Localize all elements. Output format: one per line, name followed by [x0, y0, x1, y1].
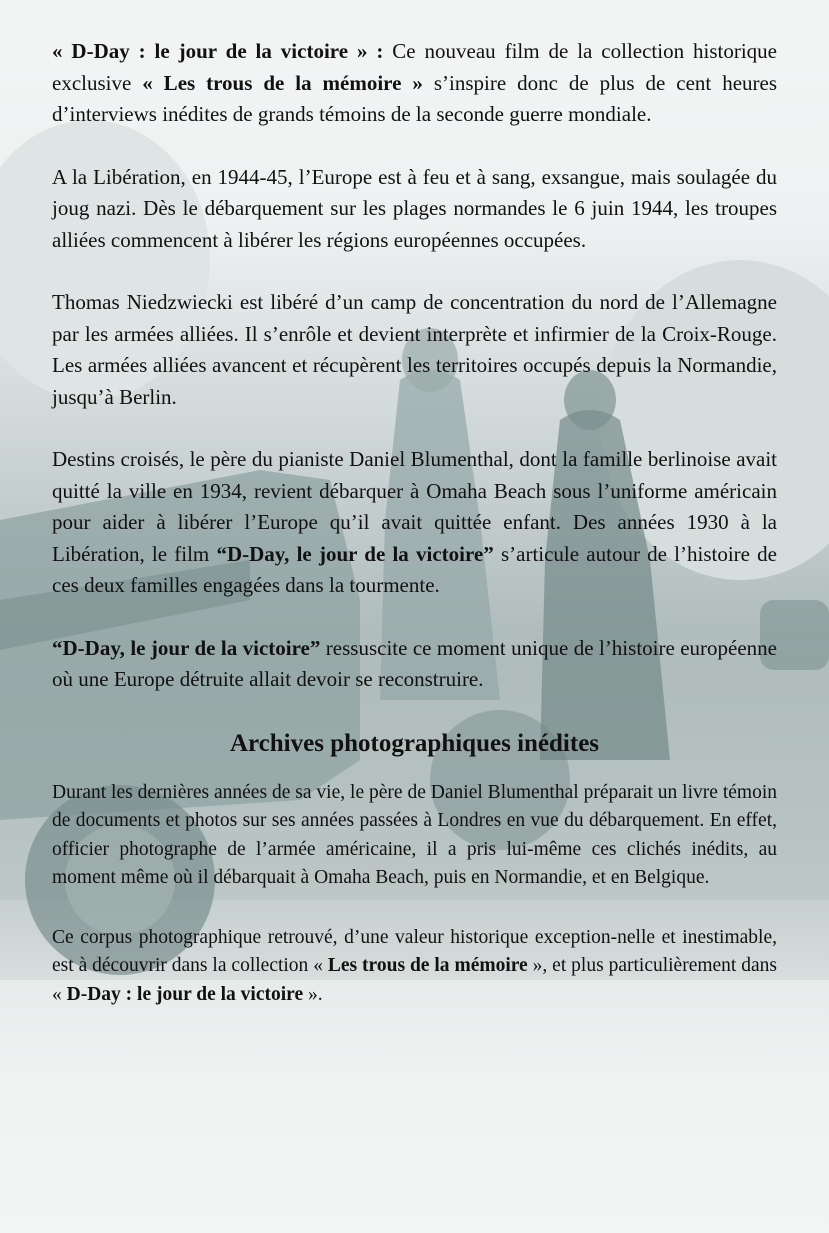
paragraph-corpus: [52, 924, 777, 1010]
film-title-lead: « D-Day : le jour de la victoire » :: [52, 39, 384, 63]
film-title: “D-Day, le jour de la victoire”: [216, 541, 494, 566]
destins-text-1: Destins croisés, le père du pianiste Daniel Blumenthal, dont la famille berlinoise avait quitté la ville en 1934, revient débarquer à Omaha Beach sous l’uniforme américain pour aider à libérer l’Europe qu’il avait quittée enfant. Des années 1930 à la Libération, le film: [52, 447, 777, 566]
paragraph-thomas: Thomas Niedzwiecki est libéré d’un camp de concentration du nord de l’Allemagne par les armées alliées. Il s’enrôle et devient interprète et infirmier de la Croix-Rouge. Les armées alliées avancent et récupèrent les territoires occupés depuis la Normandie, jusqu’à Berlin.: [52, 290, 777, 409]
ressuscite-text: ressuscite ce moment unique de l’histoire européenne où une Europe détruite allait devoir se reconstruire.: [52, 635, 777, 691]
corpus-text-2: », et plus particulièrement dans «: [52, 955, 778, 1005]
paragraph-destins: [52, 444, 777, 602]
paragraph-ressuscite: [52, 633, 777, 696]
section-heading: Archives photographiques inédites: [229, 729, 600, 757]
paragraph-intro: [52, 36, 777, 131]
intro-text-1: Ce nouveau film de la collection historique exclusive: [52, 39, 777, 95]
article-text: [52, 36, 777, 1040]
paragraph-liberation: A la Libération, en 1944-45, l’Europe est à feu et à sang, exsangue, mais soulagée du joug nazi. Dès le débarquement sur les plages normandes le 6 juin 1944, les troupes alliées commencent à libérer les régions européennes occupées.: [52, 164, 777, 252]
corpus-text-3: ».: [303, 983, 323, 1005]
film-title: D-Day : le jour de la victoire: [66, 983, 304, 1005]
destins-text-2: s’articule autour de l’histoire de ces deux familles engagées dans la tourmente.: [52, 541, 778, 597]
paragraph-archives: Durant les dernières années de sa vie, le père de Daniel Blumenthal préparait un livre témoin de documents et photos sur ses années passées à Londres en vue du débarquement. En effet, officier photographe de l’armée américaine, il a pris lui-même ces clichés inédits, au moment même où il débarquait à Omaha Beach, puis en Normandie, et en Belgique.: [52, 781, 777, 888]
film-title: “D-Day, le jour de la victoire”: [52, 635, 321, 660]
corpus-text-1: Ce corpus photographique retrouvé, d’une valeur historique exception-nelle et inestimable, est à découvrir dans la collection «: [52, 926, 777, 976]
intro-text-2: s’inspire donc de plus de cent heures d’interviews inédites de grands témoins de la seconde guerre mondiale.: [52, 70, 778, 126]
collection-name: « Les trous de la mémoire »: [142, 70, 423, 95]
collection-name: Les trous de la mémoire: [327, 955, 528, 976]
